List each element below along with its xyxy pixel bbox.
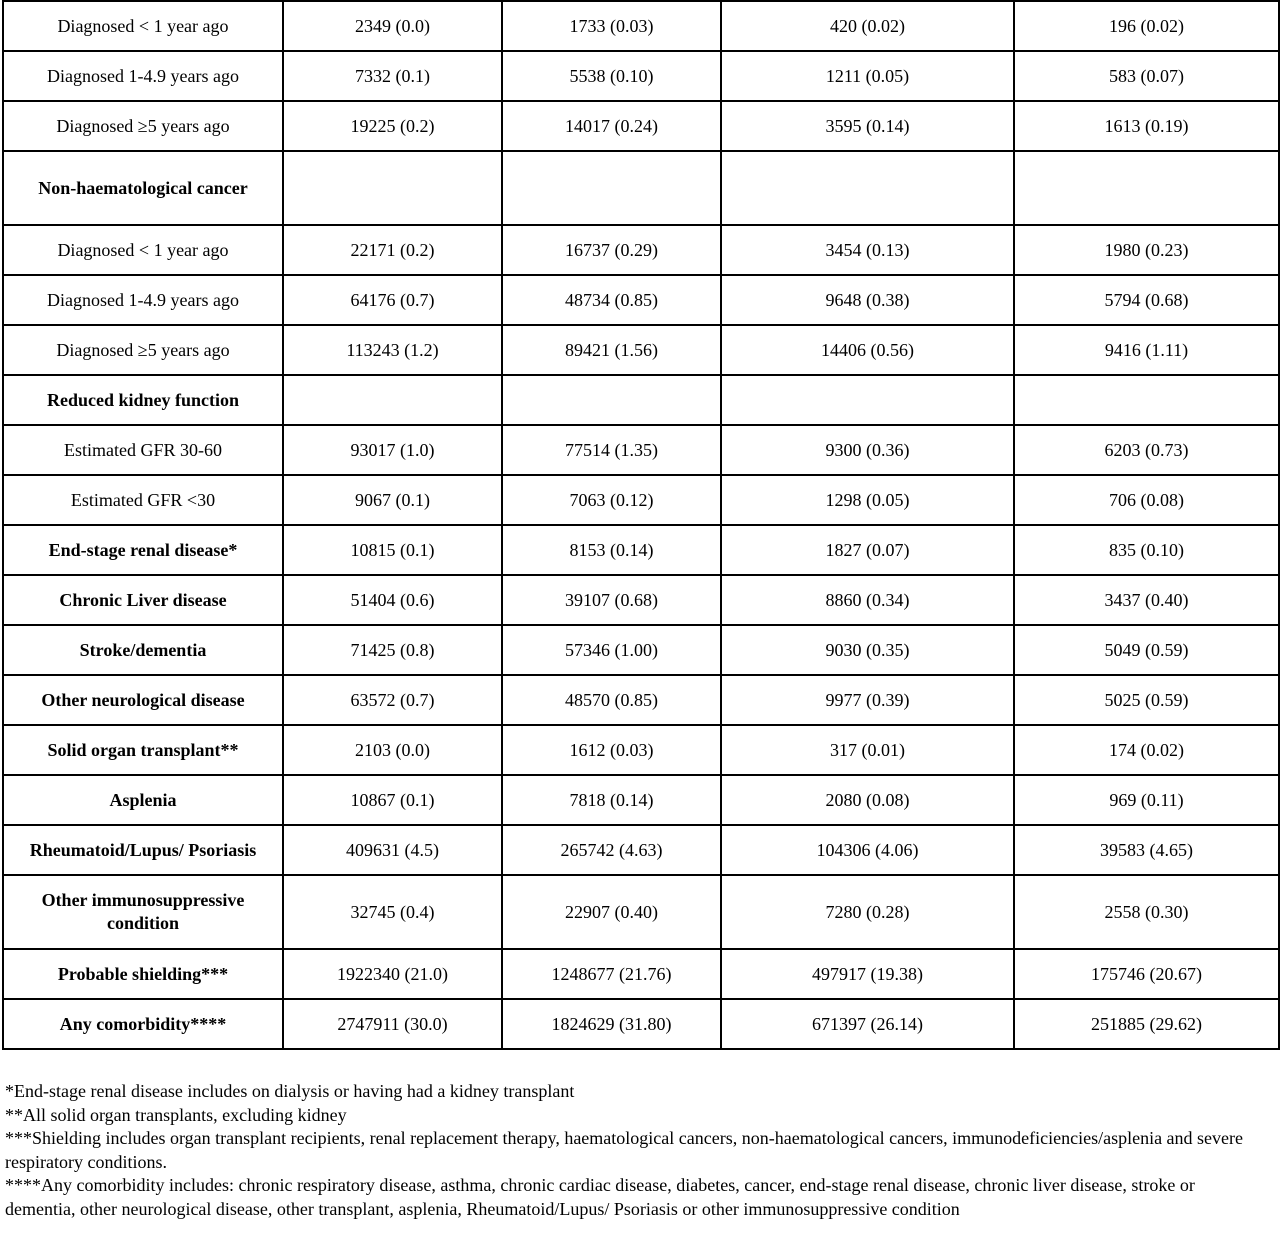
table-cell: 22171 (0.2) xyxy=(283,225,502,275)
row-label: Diagnosed < 1 year ago xyxy=(3,1,283,51)
table-row xyxy=(3,875,1279,949)
table-cell: 89421 (1.56) xyxy=(502,325,721,375)
table-cell xyxy=(721,151,1014,225)
table-cell: 19225 (0.2) xyxy=(283,101,502,151)
table-row xyxy=(3,375,1279,425)
table-cell: 835 (0.10) xyxy=(1014,525,1279,575)
footnote-shielding: ***Shielding includes organ transplant recipients, renal replacement therapy, haematological cancers, non-haematological cancers, immunodeficiencies/asplenia and severe respiratory conditions. xyxy=(5,1128,1244,1172)
table-row xyxy=(3,525,1279,575)
row-label: Reduced kidney function xyxy=(3,375,283,425)
table-cell: 9977 (0.39) xyxy=(721,675,1014,725)
table-cell: 969 (0.11) xyxy=(1014,775,1279,825)
table-cell: 251885 (29.62) xyxy=(1014,999,1279,1049)
table-row xyxy=(3,425,1279,475)
table-cell: 2103 (0.0) xyxy=(283,725,502,775)
table-cell: 113243 (1.2) xyxy=(283,325,502,375)
table-cell: 22907 (0.40) xyxy=(502,875,721,949)
table-cell: 5538 (0.10) xyxy=(502,51,721,101)
table-cell: 265742 (4.63) xyxy=(502,825,721,875)
table-row xyxy=(3,101,1279,151)
table-row xyxy=(3,625,1279,675)
table-cell: 7280 (0.28) xyxy=(721,875,1014,949)
table-cell: 9067 (0.1) xyxy=(283,475,502,525)
table-cell: 104306 (4.06) xyxy=(721,825,1014,875)
table-cell: 409631 (4.5) xyxy=(283,825,502,875)
table-cell: 57346 (1.00) xyxy=(502,625,721,675)
table-cell: 420 (0.02) xyxy=(721,1,1014,51)
table-row xyxy=(3,825,1279,875)
row-label: Estimated GFR 30-60 xyxy=(3,425,283,475)
footnote-esrd: *End-stage renal disease includes on dialysis or having had a kidney transplant xyxy=(5,1081,575,1101)
row-label: End-stage renal disease* xyxy=(3,525,283,575)
table-cell: 196 (0.02) xyxy=(1014,1,1279,51)
table-cell: 7332 (0.1) xyxy=(283,51,502,101)
table-cell: 7818 (0.14) xyxy=(502,775,721,825)
table-row xyxy=(3,51,1279,101)
table-cell: 1613 (0.19) xyxy=(1014,101,1279,151)
table-cell: 9416 (1.11) xyxy=(1014,325,1279,375)
table-cell: 6203 (0.73) xyxy=(1014,425,1279,475)
table-cell: 1980 (0.23) xyxy=(1014,225,1279,275)
row-label: Other immunosuppressive condition xyxy=(3,875,283,949)
table-cell: 175746 (20.67) xyxy=(1014,949,1279,999)
table-cell: 5025 (0.59) xyxy=(1014,675,1279,725)
table-cell: 317 (0.01) xyxy=(721,725,1014,775)
row-label: Rheumatoid/Lupus/ Psoriasis xyxy=(3,825,283,875)
table-cell: 583 (0.07) xyxy=(1014,51,1279,101)
table-cell: 48570 (0.85) xyxy=(502,675,721,725)
table-cell: 9648 (0.38) xyxy=(721,275,1014,325)
row-label: Diagnosed ≥5 years ago xyxy=(3,101,283,151)
table-cell: 2747911 (30.0) xyxy=(283,999,502,1049)
row-label: Any comorbidity**** xyxy=(3,999,283,1049)
table-cell: 16737 (0.29) xyxy=(502,225,721,275)
table-cell: 39583 (4.65) xyxy=(1014,825,1279,875)
row-label: Estimated GFR <30 xyxy=(3,475,283,525)
table-cell xyxy=(1014,151,1279,225)
table-row xyxy=(3,151,1279,225)
row-label: Asplenia xyxy=(3,775,283,825)
table-footnotes xyxy=(5,1080,1245,1221)
row-label: Diagnosed < 1 year ago xyxy=(3,225,283,275)
table-cell: 497917 (19.38) xyxy=(721,949,1014,999)
table-cell: 174 (0.02) xyxy=(1014,725,1279,775)
table-cell: 1922340 (21.0) xyxy=(283,949,502,999)
table-cell: 1248677 (21.76) xyxy=(502,949,721,999)
table-row xyxy=(3,999,1279,1049)
table-cell: 3595 (0.14) xyxy=(721,101,1014,151)
table-row xyxy=(3,575,1279,625)
row-label: Solid organ transplant** xyxy=(3,725,283,775)
row-label: Diagnosed 1-4.9 years ago xyxy=(3,51,283,101)
table-cell: 2080 (0.08) xyxy=(721,775,1014,825)
table-cell xyxy=(283,151,502,225)
table-row xyxy=(3,725,1279,775)
table-cell: 8860 (0.34) xyxy=(721,575,1014,625)
table-row xyxy=(3,275,1279,325)
table-cell: 671397 (26.14) xyxy=(721,999,1014,1049)
table-cell: 10815 (0.1) xyxy=(283,525,502,575)
table-cell: 2558 (0.30) xyxy=(1014,875,1279,949)
table-cell: 1733 (0.03) xyxy=(502,1,721,51)
table-cell: 48734 (0.85) xyxy=(502,275,721,325)
table-row xyxy=(3,1,1279,51)
table-cell: 93017 (1.0) xyxy=(283,425,502,475)
table-cell: 1827 (0.07) xyxy=(721,525,1014,575)
table-row xyxy=(3,325,1279,375)
table-cell: 706 (0.08) xyxy=(1014,475,1279,525)
row-label: Stroke/dementia xyxy=(3,625,283,675)
table-cell: 14017 (0.24) xyxy=(502,101,721,151)
table-row xyxy=(3,949,1279,999)
table-row xyxy=(3,675,1279,725)
table-cell: 51404 (0.6) xyxy=(283,575,502,625)
row-label: Other neurological disease xyxy=(3,675,283,725)
table-body xyxy=(3,1,1279,1049)
table-row xyxy=(3,225,1279,275)
table-cell: 64176 (0.7) xyxy=(283,275,502,325)
table-cell xyxy=(283,375,502,425)
table-cell xyxy=(502,375,721,425)
table-cell: 5049 (0.59) xyxy=(1014,625,1279,675)
table-cell: 1612 (0.03) xyxy=(502,725,721,775)
table-cell: 9300 (0.36) xyxy=(721,425,1014,475)
table-cell: 1824629 (31.80) xyxy=(502,999,721,1049)
table-cell xyxy=(502,151,721,225)
table-cell: 63572 (0.7) xyxy=(283,675,502,725)
table-row xyxy=(3,775,1279,825)
table-cell: 8153 (0.14) xyxy=(502,525,721,575)
table-cell: 3437 (0.40) xyxy=(1014,575,1279,625)
footnote-transplant: **All solid organ transplants, excluding kidney xyxy=(5,1104,347,1125)
table-cell xyxy=(1014,375,1279,425)
table-cell: 32745 (0.4) xyxy=(283,875,502,949)
row-label: Non-haematological cancer xyxy=(3,151,283,225)
row-label: Chronic Liver disease xyxy=(3,575,283,625)
table-cell: 9030 (0.35) xyxy=(721,625,1014,675)
row-label: Probable shielding*** xyxy=(3,949,283,999)
footnote-comorbidity: ****Any comorbidity includes: chronic respiratory disease, asthma, chronic cardiac disease, diabetes, cancer, end-stage renal disease, chronic liver disease, stroke or dementia, other neurological disease, other transplant, asplenia, Rheumatoid/Lupus/ Psoriasis or other immunosuppressive condition xyxy=(5,1175,1195,1219)
row-label: Diagnosed ≥5 years ago xyxy=(3,325,283,375)
comorbidity-table xyxy=(2,0,1280,1050)
table-cell: 1298 (0.05) xyxy=(721,475,1014,525)
table-cell: 71425 (0.8) xyxy=(283,625,502,675)
table-cell: 5794 (0.68) xyxy=(1014,275,1279,325)
table-cell: 2349 (0.0) xyxy=(283,1,502,51)
row-label: Diagnosed 1-4.9 years ago xyxy=(3,275,283,325)
table-cell: 14406 (0.56) xyxy=(721,325,1014,375)
table-cell: 1211 (0.05) xyxy=(721,51,1014,101)
table-cell: 77514 (1.35) xyxy=(502,425,721,475)
table-cell xyxy=(721,375,1014,425)
table-cell: 3454 (0.13) xyxy=(721,225,1014,275)
table-cell: 39107 (0.68) xyxy=(502,575,721,625)
table-cell: 10867 (0.1) xyxy=(283,775,502,825)
table-row xyxy=(3,475,1279,525)
table-cell: 7063 (0.12) xyxy=(502,475,721,525)
